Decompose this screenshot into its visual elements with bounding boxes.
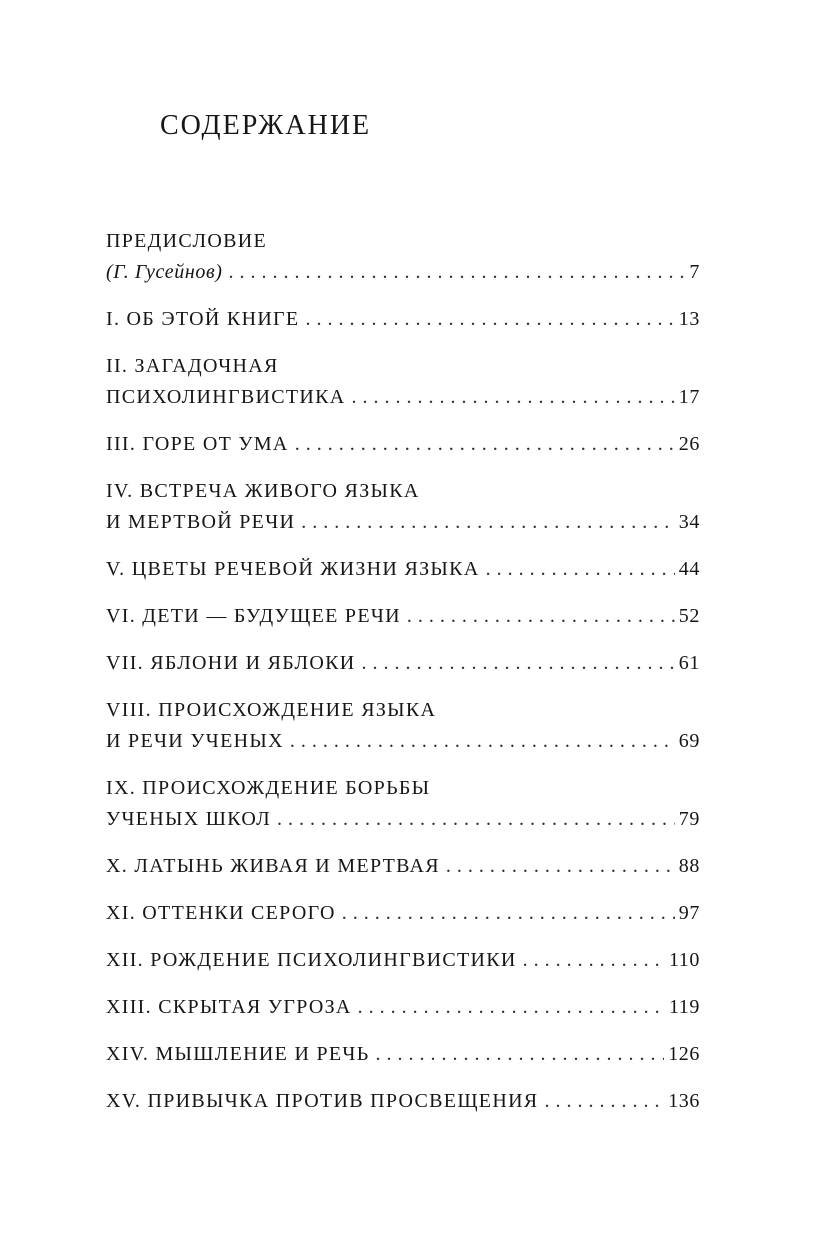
toc-page-number: 61 — [678, 652, 700, 674]
toc-entry-line — [106, 695, 700, 726]
toc-entry — [106, 773, 700, 835]
toc-entry-title: И МЕРТВОЙ РЕЧИ — [106, 511, 296, 533]
toc-entry — [106, 429, 700, 460]
toc-entry-line — [106, 1039, 700, 1070]
toc-page-number: 126 — [668, 1043, 700, 1065]
toc-page-number: 26 — [678, 433, 700, 455]
dot-leader — [523, 945, 665, 976]
toc-page-number: 34 — [678, 511, 700, 533]
toc-entry-line — [106, 851, 700, 882]
toc-page-number: 44 — [678, 558, 700, 580]
toc-entry — [106, 648, 700, 679]
dot-leader — [295, 429, 675, 460]
toc-entry-title: I. ОБ ЭТОЙ КНИГЕ — [106, 308, 300, 330]
toc-entry-title: X. ЛАТЫНЬ ЖИВАЯ И МЕРТВАЯ — [106, 855, 440, 877]
toc-entry-line — [106, 945, 700, 976]
dot-leader — [277, 804, 675, 835]
toc-entry-line — [106, 304, 700, 335]
toc-entry-line — [106, 257, 700, 288]
toc-entry — [106, 476, 700, 538]
toc-page-number: 13 — [678, 308, 700, 330]
toc-entry — [106, 351, 700, 413]
toc-page-number: 7 — [689, 261, 700, 283]
dot-leader — [544, 1086, 664, 1117]
toc-entry — [106, 226, 700, 288]
toc-entry — [106, 851, 700, 882]
toc-page-number: 52 — [678, 605, 700, 627]
toc-page-number: 69 — [678, 730, 700, 752]
toc-entry-title: XII. РОЖДЕНИЕ ПСИХОЛИНГВИСТИКИ — [106, 949, 517, 971]
dot-leader — [486, 554, 675, 585]
toc-entry — [106, 695, 700, 757]
toc-entry-line — [106, 992, 700, 1023]
toc-entry-title: ПРЕДИСЛОВИЕ — [106, 230, 268, 252]
toc-entry-line — [106, 804, 700, 835]
toc-entry-title: IX. ПРОИСХОЖДЕНИЕ БОРЬБЫ — [106, 777, 431, 799]
dot-leader — [358, 992, 665, 1023]
toc-entry-title: И РЕЧИ УЧЕНЫХ — [106, 730, 284, 752]
toc-page-number: 136 — [668, 1090, 700, 1112]
toc-entry — [106, 1086, 700, 1117]
toc-entry-title: III. ГОРЕ ОТ УМА — [106, 433, 289, 455]
dot-leader — [290, 726, 675, 757]
table-of-contents — [106, 226, 700, 1133]
toc-page-number: 119 — [668, 996, 700, 1018]
toc-entry — [106, 945, 700, 976]
dot-leader — [446, 851, 675, 882]
toc-entry-title: XI. ОТТЕНКИ СЕРОГО — [106, 902, 336, 924]
dot-leader — [407, 601, 675, 632]
toc-entry-line — [106, 429, 700, 460]
toc-entry-line — [106, 507, 700, 538]
toc-entry-title: XV. ПРИВЫЧКА ПРОТИВ ПРОСВЕЩЕНИЯ — [106, 1090, 539, 1112]
page-title: СОДЕРЖАНИЕ — [160, 110, 372, 141]
toc-entry-line — [106, 476, 700, 507]
toc-entry-title: (Г. Гусейнов) — [106, 261, 223, 283]
dot-leader — [228, 257, 685, 288]
toc-entry-line — [106, 382, 700, 413]
toc-entry-line — [106, 648, 700, 679]
toc-entry-line — [106, 226, 700, 257]
toc-entry-title: ПСИХОЛИНГВИСТИКА — [106, 386, 346, 408]
toc-entry-line — [106, 554, 700, 585]
dot-leader — [376, 1039, 665, 1070]
dot-leader — [301, 507, 675, 538]
toc-entry — [106, 304, 700, 335]
toc-entry-line — [106, 898, 700, 929]
toc-entry — [106, 554, 700, 585]
toc-entry-title: V. ЦВЕТЫ РЕЧЕВОЙ ЖИЗНИ ЯЗЫКА — [106, 558, 480, 580]
toc-entry-line — [106, 773, 700, 804]
toc-entry-title: УЧЕНЫХ ШКОЛ — [106, 808, 272, 830]
toc-page-number: 97 — [678, 902, 700, 924]
toc-entry-title: VIII. ПРОИСХОЖДЕНИЕ ЯЗЫКА — [106, 699, 437, 721]
toc-entry-title: IV. ВСТРЕЧА ЖИВОГО ЯЗЫКА — [106, 480, 420, 502]
toc-entry-title: VI. ДЕТИ — БУДУЩЕЕ РЕЧИ — [106, 605, 401, 627]
toc-entry-line — [106, 601, 700, 632]
toc-entry-title: XIV. МЫШЛЕНИЕ И РЕЧЬ — [106, 1043, 370, 1065]
toc-entry-title: XIII. СКРЫТАЯ УГРОЗА — [106, 996, 352, 1018]
dot-leader — [342, 898, 675, 929]
toc-entry — [106, 601, 700, 632]
dot-leader — [351, 382, 674, 413]
toc-page-number: 110 — [668, 949, 700, 971]
toc-entry — [106, 992, 700, 1023]
toc-entry-title: VII. ЯБЛОНИ И ЯБЛОКИ — [106, 652, 356, 674]
dot-leader — [362, 648, 675, 679]
toc-entry — [106, 898, 700, 929]
dot-leader — [305, 304, 674, 335]
toc-entry-title: II. ЗАГАДОЧНАЯ — [106, 355, 279, 377]
toc-page-number: 79 — [678, 808, 700, 830]
toc-entry — [106, 1039, 700, 1070]
toc-page-number: 88 — [678, 855, 700, 877]
toc-entry-line — [106, 726, 700, 757]
toc-entry-line — [106, 1086, 700, 1117]
toc-page-number: 17 — [678, 386, 700, 408]
toc-entry-line — [106, 351, 700, 382]
